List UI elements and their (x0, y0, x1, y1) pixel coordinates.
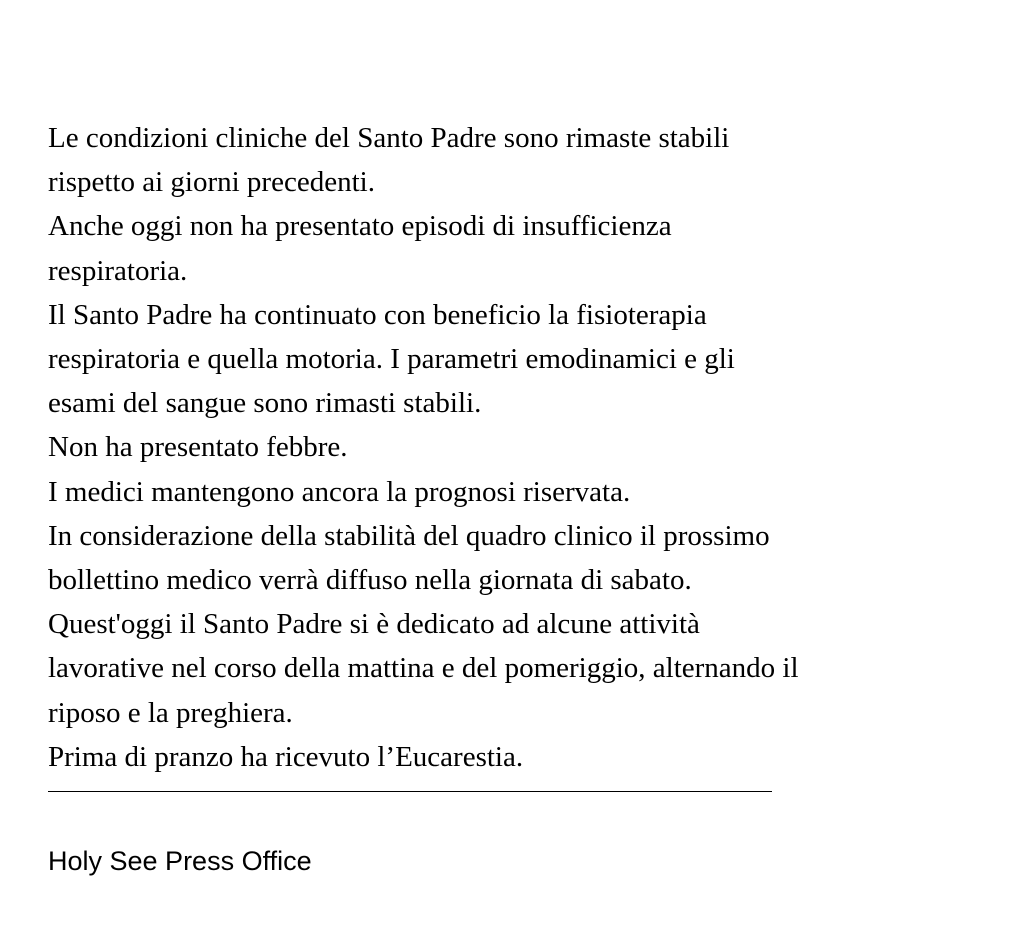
bulletin-line: Non ha presentato febbre. (48, 431, 348, 464)
bulletin-text (48, 116, 1008, 779)
bulletin-line: In considerazione della stabilità del quadro clinico il prossimo (48, 519, 770, 552)
bulletin-line: riposo e la preghiera. (48, 696, 293, 729)
bulletin-line: bollettino medico verrà diffuso nella giornata di sabato. (48, 564, 692, 597)
separator-line (48, 791, 772, 792)
bulletin-line: Anche oggi non ha presentato episodi di insufficienza (48, 210, 672, 243)
bulletin-line: lavorative nel corso della mattina e del pomeriggio, alternando il (48, 652, 799, 685)
bulletin-line: Il Santo Padre ha continuato con beneficio la fisioterapia (48, 298, 707, 331)
signature: Holy See Press Office (48, 846, 312, 877)
bulletin-line: Quest'oggi il Santo Padre si è dedicato ad alcune attività (48, 608, 700, 641)
bulletin-line: esami del sangue sono rimasti stabili. (48, 387, 482, 420)
bulletin-line: rispetto ai giorni precedenti. (48, 166, 375, 199)
bulletin-line: respiratoria. (48, 254, 188, 287)
press-bulletin (48, 116, 1008, 878)
bulletin-line: Prima di pranzo ha ricevuto l’Eucarestia. (48, 740, 524, 773)
bulletin-line: Le condizioni cliniche del Santo Padre sono rimaste stabili (48, 122, 730, 154)
bulletin-line: respiratoria e quella motoria. I parametri emodinamici e gli (48, 343, 735, 376)
bulletin-line: I medici mantengono ancora la prognosi riservata. (48, 475, 631, 508)
